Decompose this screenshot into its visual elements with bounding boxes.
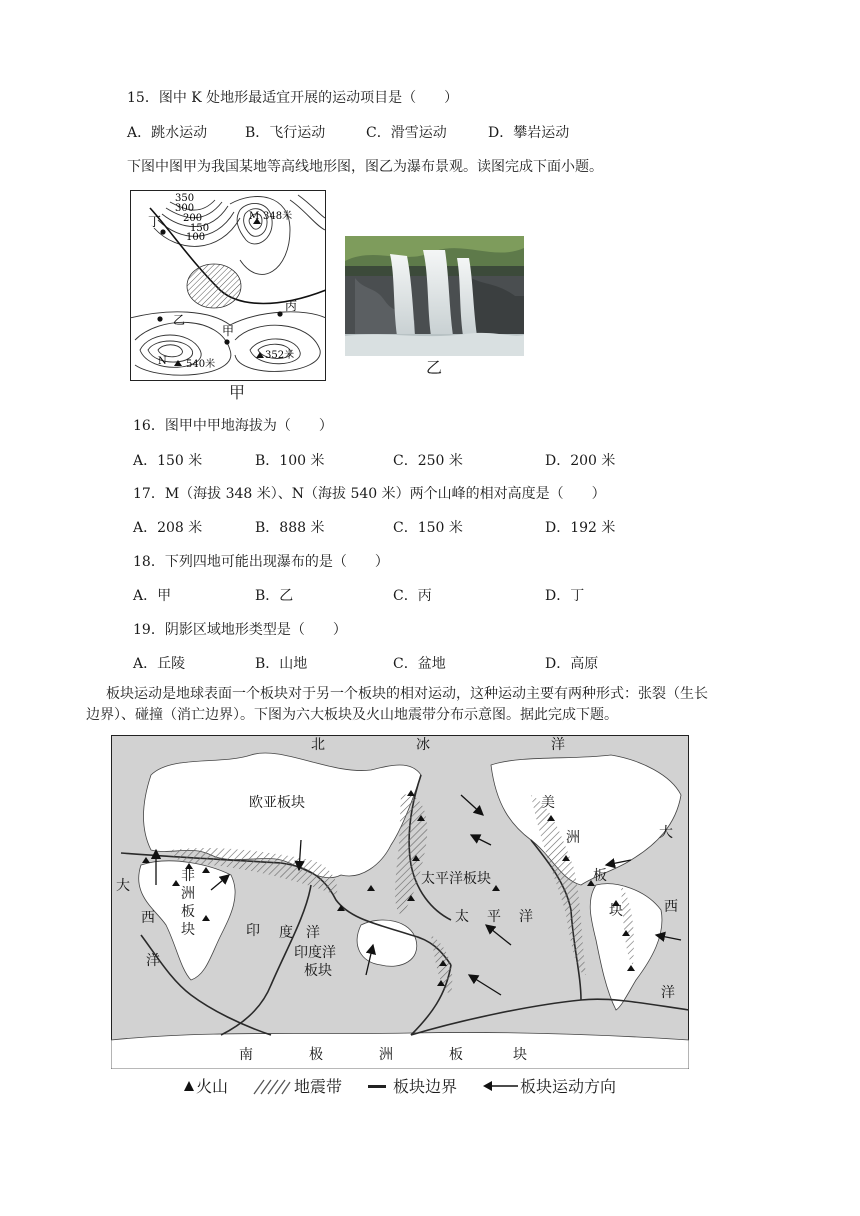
q18-option-c: C．丙 bbox=[393, 588, 432, 604]
peak-n-label: N bbox=[158, 356, 167, 367]
label-yang-pac: 洋 bbox=[519, 909, 533, 925]
q16-option-b: B．100 米 bbox=[255, 453, 325, 469]
label-da-right: 大 bbox=[659, 825, 673, 841]
label-xi-left: 西 bbox=[141, 910, 155, 926]
q19-option-b: B．山地 bbox=[255, 656, 308, 672]
point-label-bing: 丙 bbox=[285, 299, 298, 313]
legend-boundary-line bbox=[368, 1085, 386, 1088]
q18-option-d: D．丁 bbox=[545, 588, 585, 604]
plate-tectonics-map bbox=[111, 735, 689, 1069]
contour-label-100: 100 bbox=[186, 232, 206, 243]
label-yin: 印 bbox=[246, 923, 260, 939]
label-yang-right: 洋 bbox=[661, 985, 675, 1001]
label-kuai-an: 块 bbox=[513, 1047, 527, 1063]
q17-option-c: C．150 米 bbox=[393, 520, 463, 536]
label-yang-top: 洋 bbox=[551, 737, 565, 753]
label-kuai-am: 块 bbox=[609, 903, 623, 919]
q15-option-d: D．攀岩运动 bbox=[488, 125, 570, 141]
contour-label-200: 200 bbox=[183, 213, 203, 224]
label-ban-af: 板 bbox=[181, 904, 195, 920]
q19-stem: 19．阴影区域地形类型是（ ） bbox=[133, 622, 347, 638]
q15-option-c: C．滑雪运动 bbox=[366, 125, 447, 141]
label-zhou: 洲 bbox=[566, 830, 580, 846]
label-mei: 美 bbox=[541, 795, 555, 811]
q17-stem: 17．M（海拔 348 米）、N（海拔 540 米）两个山峰的相对高度是（ ） bbox=[133, 486, 606, 502]
legend-quake-label: 地震带 bbox=[294, 1077, 343, 1096]
label-yang-left: 洋 bbox=[146, 953, 160, 969]
label-zhou-an: 洲 bbox=[379, 1047, 393, 1063]
legend-volcano-label: 火山 bbox=[196, 1077, 229, 1096]
q18-option-b: B．乙 bbox=[255, 588, 294, 604]
label-xi-right: 西 bbox=[664, 899, 678, 915]
label-ban-am: 板 bbox=[593, 868, 607, 884]
q18-option-a: A．甲 bbox=[133, 588, 172, 604]
legend-motion-label: 板块运动方向 bbox=[520, 1077, 617, 1096]
legend-arrow-icon bbox=[482, 1079, 520, 1093]
intro-text-2-line2: 边界）、碰撞（消亡边界）。下图为六大板块及火山地震带分布示意图。据此完成下题。 bbox=[86, 707, 618, 723]
contour-label-150: 150 bbox=[190, 223, 210, 234]
q16-stem: 16．图甲中甲地海拔为（ ） bbox=[133, 418, 333, 434]
label-ji: 极 bbox=[309, 1047, 323, 1063]
legend-quake-icon bbox=[252, 1078, 292, 1096]
label-ping: 平 bbox=[487, 909, 501, 925]
figure-yi-caption: 乙 bbox=[426, 358, 443, 377]
peak-n-height: 540米 bbox=[186, 359, 216, 370]
peak-m-label: M bbox=[249, 211, 260, 222]
figure-yi-waterfall-photo bbox=[345, 236, 524, 356]
label-du: 度 bbox=[279, 925, 293, 941]
q16-option-d: D．200 米 bbox=[545, 453, 616, 469]
label-yang-in: 洋 bbox=[306, 925, 320, 941]
label-kuai-af: 块 bbox=[181, 922, 195, 938]
q16-option-c: C．250 米 bbox=[393, 453, 463, 469]
q15-option-b: B．飞行运动 bbox=[245, 125, 326, 141]
intro-text-1: 下图中图甲为我国某地等高线地形图，图乙为瀑布景观。读图完成下面小题。 bbox=[127, 159, 603, 175]
q19-option-a: A．丘陵 bbox=[133, 656, 186, 672]
contour-label-350: 350 bbox=[175, 193, 195, 204]
point-label-jia: 甲 bbox=[222, 324, 235, 338]
label-tai: 太 bbox=[455, 909, 469, 925]
legend-boundary-label: 板块边界 bbox=[393, 1077, 458, 1096]
point-label-ding: 丁 bbox=[148, 215, 162, 230]
label-nan: 南 bbox=[239, 1047, 253, 1063]
label-indian-plate-2: 板块 bbox=[304, 963, 332, 979]
label-fei: 非 bbox=[181, 868, 195, 884]
q17-option-d: D．192 米 bbox=[545, 520, 616, 536]
intro-text-2-line1: 板块运动是地球表面一个板块对于另一个板块的相对运动，这种运动主要有两种形式：张裂（生长 bbox=[106, 686, 708, 702]
label-zhou-af: 洲 bbox=[181, 886, 195, 902]
q18-stem: 18．下列四地可能出现瀑布的是（ ） bbox=[133, 554, 389, 570]
label-bei: 北 bbox=[311, 737, 325, 753]
q15-option-a: A．跳水运动 bbox=[127, 125, 208, 141]
contour-label-300: 300 bbox=[175, 203, 195, 214]
label-eurasia-plate: 欧亚板块 bbox=[249, 795, 305, 811]
label-da-left: 大 bbox=[116, 878, 130, 894]
point-label-yi: 乙 bbox=[173, 313, 186, 327]
label-pacific-plate: 太平洋板块 bbox=[421, 871, 491, 887]
q19-option-d: D．高原 bbox=[545, 656, 599, 672]
peak-m-height: 348米 bbox=[263, 211, 293, 222]
q15-stem: 15．图中 K 处地形最适宜开展的运动项目是（ ） bbox=[127, 90, 459, 106]
label-ban-an: 板 bbox=[449, 1047, 463, 1063]
q17-option-a: A．208 米 bbox=[133, 520, 203, 536]
q19-option-c: C．盆地 bbox=[393, 656, 446, 672]
label-bing: 冰 bbox=[416, 737, 430, 753]
figure-jia-contour-map bbox=[130, 190, 326, 382]
q17-option-b: B．888 米 bbox=[255, 520, 325, 536]
peak-other-height: 352米 bbox=[265, 350, 295, 361]
label-indian-plate-1: 印度洋 bbox=[294, 945, 336, 961]
q16-option-a: A．150 米 bbox=[133, 453, 203, 469]
figure-jia-caption: 甲 bbox=[229, 383, 246, 402]
legend-volcano-icon bbox=[182, 1078, 196, 1094]
